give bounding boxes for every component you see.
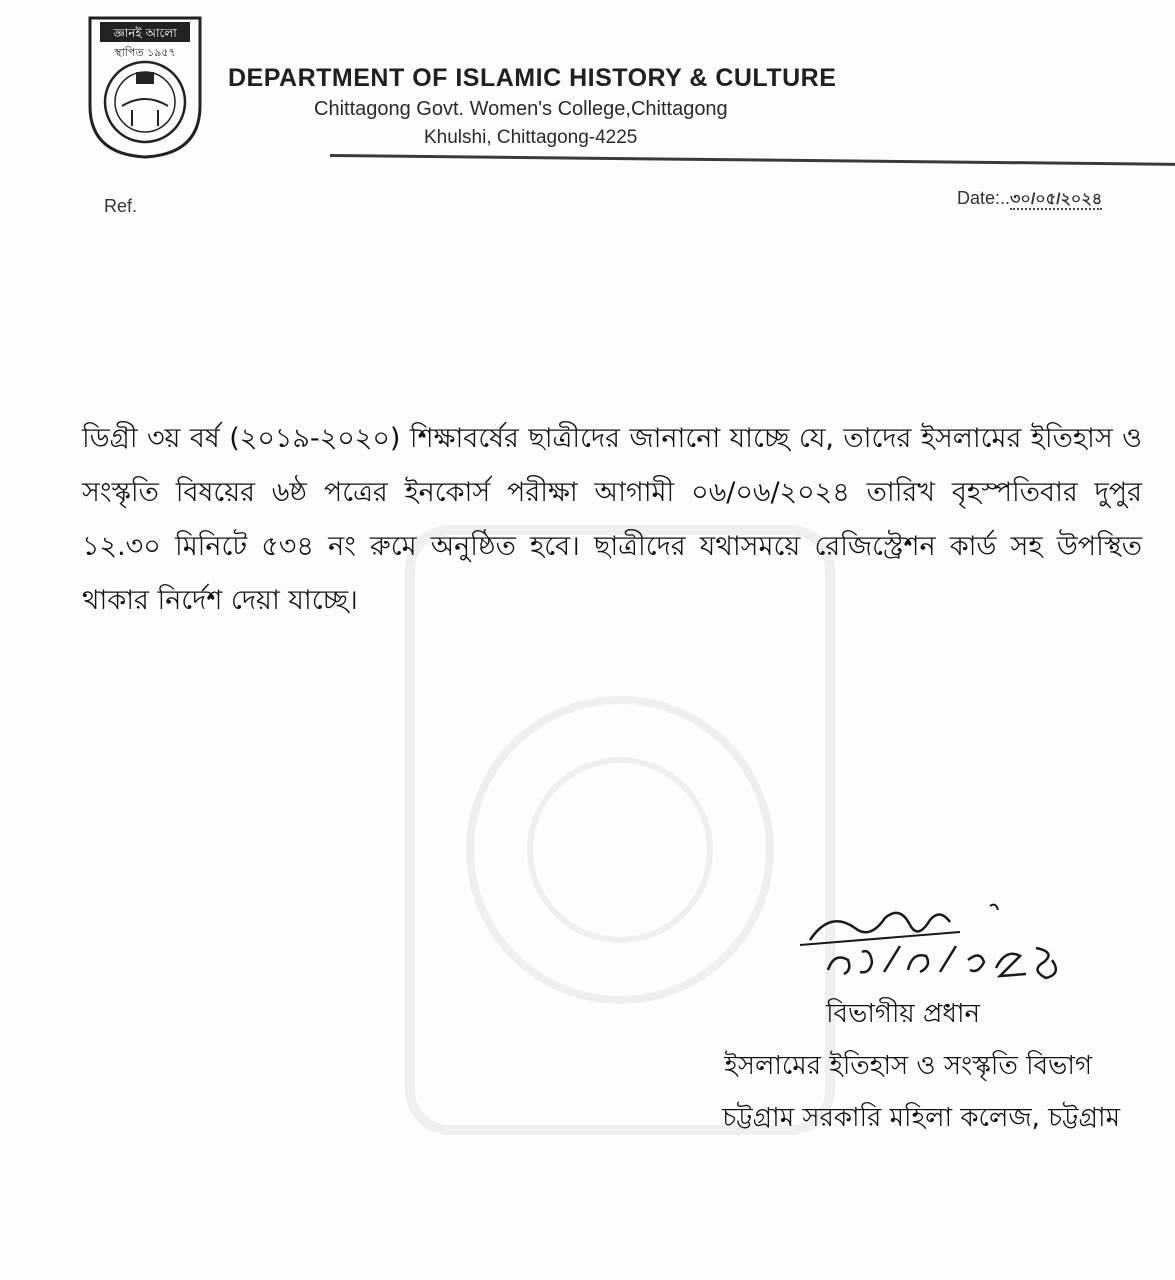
ref-label: Ref. <box>104 196 138 216</box>
college-address: Khulshi, Chittagong-4225 <box>424 127 638 148</box>
header-divider <box>330 154 1175 166</box>
signature <box>800 900 1070 985</box>
signatory-college: চট্টগ্রাম সরকারি মহিলা কলেজ, চট্টগ্রাম <box>722 1103 1120 1133</box>
college-logo <box>86 14 204 160</box>
logo-motto: জ্ঞানই আলো <box>113 26 177 40</box>
date-field <box>957 186 1102 213</box>
college-crest-icon <box>86 14 204 160</box>
signatory-block <box>600 988 1120 1144</box>
signatory-designation: বিভাগীয় প্রধান <box>826 999 980 1029</box>
notice-body: ডিগ্রী ৩য় বর্ষ (২০১৯-২০২০) শিক্ষাবর্ষের ছাত্রীদের জানানো যাচ্ছে যে, তাদের ইসলামের ইতিহাস ও সংস্কৃতি বিষয়ের ৬ষ্ঠ পত্রের ইনকোর্স পরীক্ষা আগামী ০৬/০৬/২০২৪ তারিখ বৃহস্পতিবার দুপুর ১২.৩০ মিনিটে ৫৩৪ নং রুমে অনুষ্ঠিত হবে। ছাত্রীদের যথাসময়ে রেজিস্ট্রেশন কার্ড সহ উপস্থিত থাকার নির্দেশ দেয়া যাচ্ছে। <box>82 423 1142 616</box>
college-name: Chittagong Govt. Women's College,Chittagong <box>314 98 728 120</box>
signatory-department: ইসলামের ইতিহাস ও সংস্কৃতি বিভাগ <box>724 1051 1092 1081</box>
date-label: Date:.. <box>957 188 1011 208</box>
logo-established: স্থাপিত ১৯৫৭ <box>114 46 176 59</box>
date-value: ৩০/০৫/২০২৪ <box>1010 191 1103 208</box>
department-title: DEPARTMENT OF ISLAMIC HISTORY & CULTURE <box>228 64 837 92</box>
handwritten-signature-icon <box>800 900 1070 985</box>
